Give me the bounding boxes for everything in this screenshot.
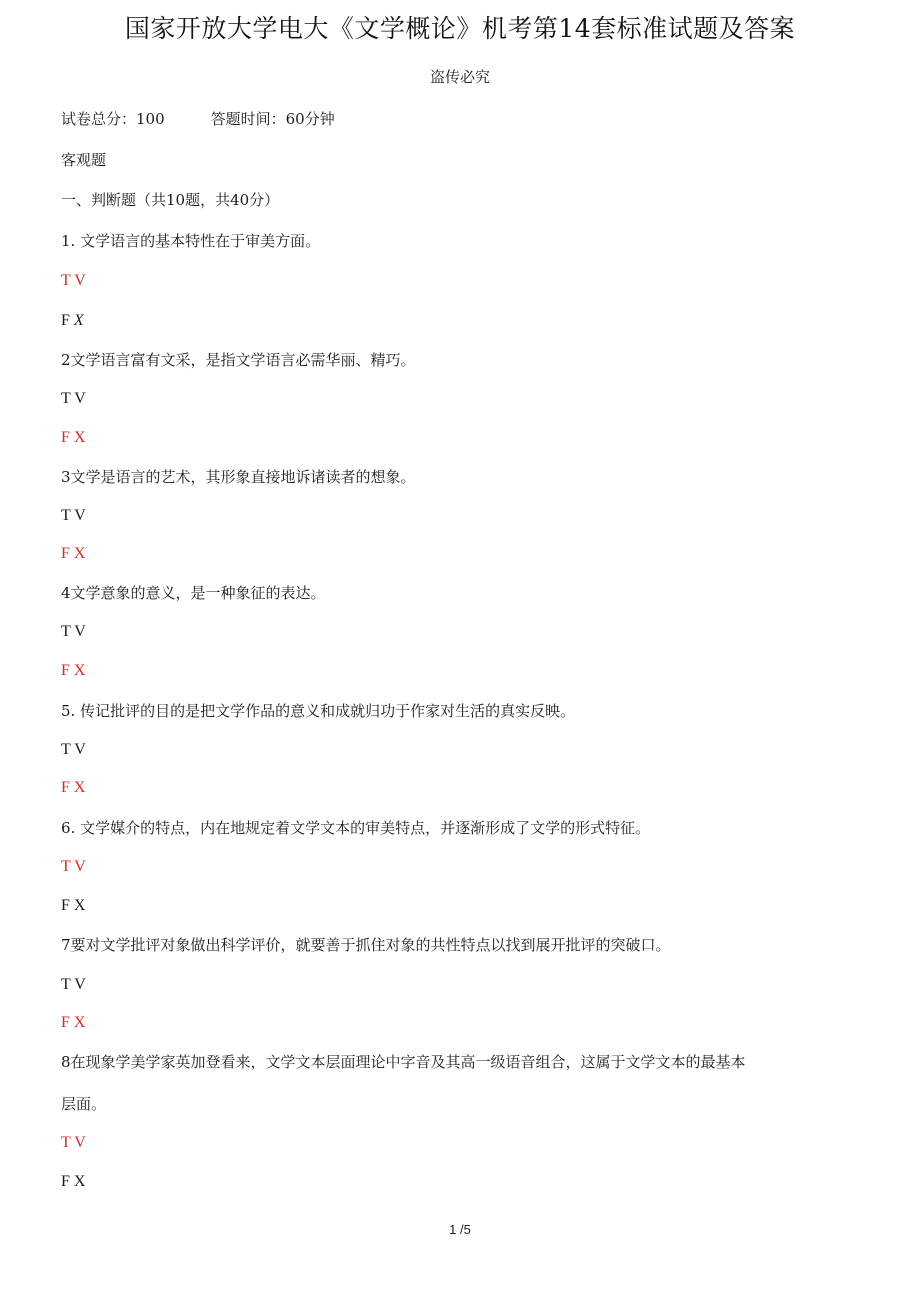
question-6-option-f: F X <box>61 897 86 914</box>
question-3-option-f: F X <box>61 545 86 562</box>
question-5-option-f: F X <box>61 779 86 796</box>
question-2-option-f: F X <box>61 429 86 446</box>
exam-meta <box>61 108 335 130</box>
question-8-option-f: F X <box>61 1173 86 1190</box>
question-7-option-t: T V <box>61 976 86 993</box>
exam-time: 答题时间：60分钟 <box>210 110 335 128</box>
question-4-option-t: T V <box>61 623 86 640</box>
question-3-text: 3文学是语言的艺术，其形象直接地诉诸读者的想象。 <box>61 468 416 486</box>
question-5-option-t: T V <box>61 741 86 758</box>
question-2-option-t: T V <box>61 390 86 407</box>
page-number: 1 /5 <box>449 1222 471 1237</box>
page-title: 国家开放大学电大《文学概论》机考第14套标准试题及答案 <box>124 14 796 43</box>
question-4-option-f: F X <box>61 662 86 679</box>
section-type: 客观题 <box>61 151 107 169</box>
question-6-text: 6. 文学媒介的特点，内在地规定着文学文本的审美特点，并逐渐形成了文学的形式特征。 <box>61 819 651 837</box>
question-1-option-f: F X <box>61 312 84 329</box>
question-8-text-cont: 层面。 <box>61 1095 107 1113</box>
question-5-text: 5. 传记批评的目的是把文学作品的意义和成就归功于作家对生活的真实反映。 <box>61 702 576 720</box>
question-8-text: 8在现象学美学家英加登看来，文学文本层面理论中字音及其高一级语音组合，这属于文学文本的最基本 <box>61 1053 746 1071</box>
question-3-option-t: T V <box>61 507 86 524</box>
question-7-option-f: F X <box>61 1014 86 1031</box>
total-score: 试卷总分：100 <box>61 110 165 128</box>
question-1-option-t: T V <box>61 272 86 289</box>
question-7-text: 7要对文学批评对象做出科学评价，就要善于抓住对象的共性特点以找到展开批评的突破口。 <box>61 936 671 954</box>
question-6-option-t: T V <box>61 858 86 875</box>
question-4-text: 4文学意象的意义，是一种象征的表达。 <box>61 584 326 602</box>
question-2-text: 2文学语言富有文采，是指文学语言必需华丽、精巧。 <box>61 351 416 369</box>
page-subtitle: 盗传必究 <box>429 68 490 86</box>
section-title: 一、判断题（共10题，共40分） <box>61 191 280 209</box>
question-1-text: 1. 文学语言的基本特性在于审美方面。 <box>61 232 321 250</box>
question-8-option-t: T V <box>61 1134 86 1151</box>
